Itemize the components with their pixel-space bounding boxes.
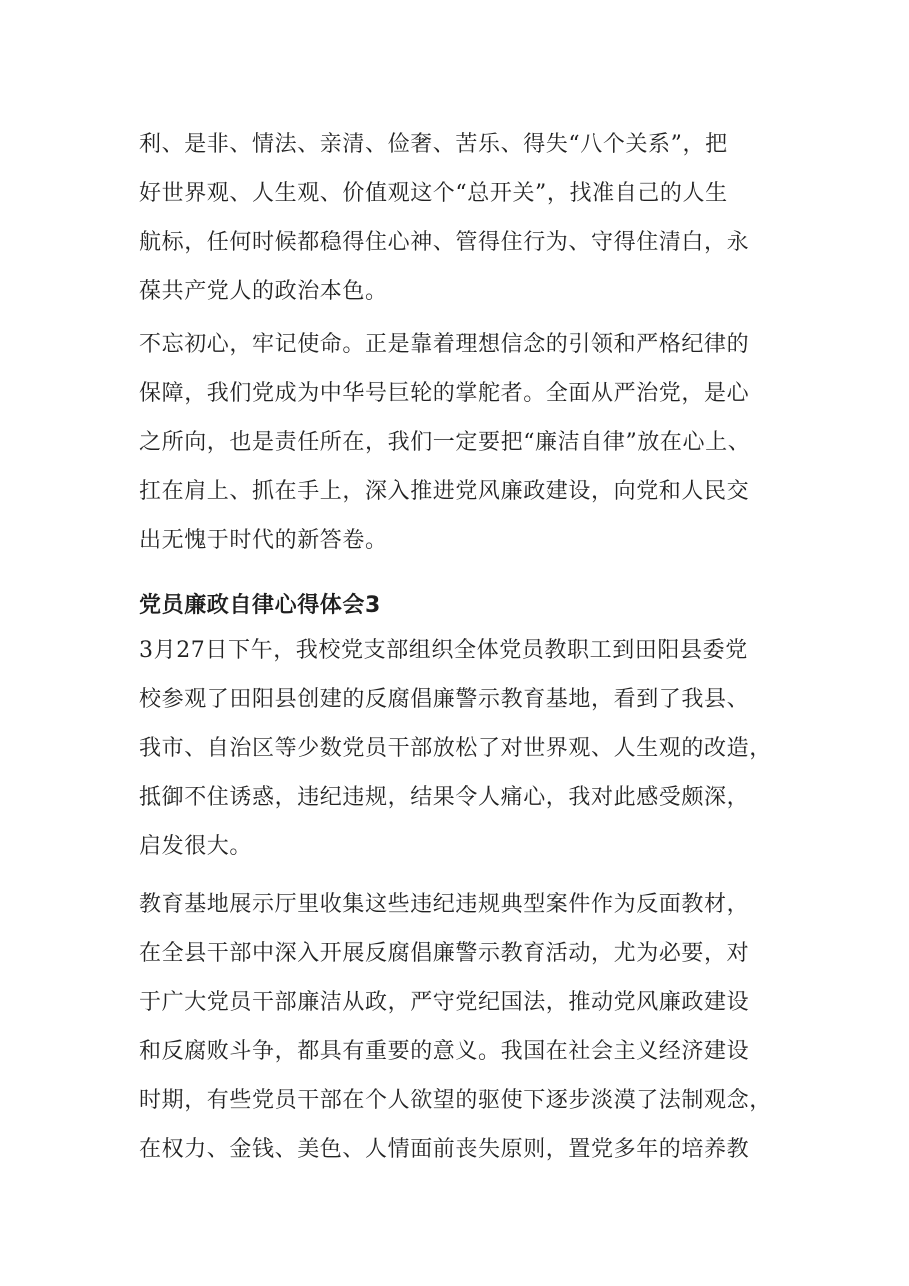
text-line: 和反腐败斗争，都具有重要的意义。我国在社会主义经济建设 [139, 1039, 750, 1064]
text-line: 在权力、金钱、美色、人情面前丧失原则，置党多年的培养教 [139, 1137, 750, 1162]
section-heading: 党员廉政自律心得体会3 [139, 593, 381, 618]
text-line: 校参观了田阳县创建的反腐倡廉警示教育基地，看到了我县、 [139, 687, 750, 712]
text-line: 好世界观、人生观、价值观这个“总开关”，找准自己的人生 [139, 181, 728, 206]
text-line: 利、是非、情法、亲清、俭奢、苦乐、得失“八个关系”，把 [139, 132, 728, 157]
paragraph-site-visit [139, 626, 779, 871]
text-line: 3月27日下午，我校党支部组织全体党员教职工到田阳县委党 [139, 638, 748, 663]
text-line: 葆共产党人的政治本色。 [139, 279, 388, 304]
text-line: 我市、自治区等少数党员干部放松了对世界观、人生观的改造， [139, 736, 772, 761]
paragraph-education-base [139, 880, 779, 1174]
paragraph-original-aspiration [139, 320, 779, 565]
text-line: 抵御不住诱惑，违纪违规，结果令人痛心，我对此感受颇深， [139, 785, 750, 810]
text-line: 之所向，也是责任所在，我们一定要把“廉洁自律”放在心上、 [139, 430, 751, 455]
text-line: 时期，有些党员干部在个人欲望的驱使下逐步淡漠了法制观念， [139, 1088, 772, 1113]
paragraph-eight-relations [139, 120, 779, 316]
text-line: 启发很大。 [139, 834, 253, 859]
text-line: 教育基地展示厅里收集这些违纪违规典型案件作为反面教材， [139, 892, 750, 917]
text-line: 扛在肩上、抓在手上，深入推进党风廉政建设，向党和人民交 [139, 479, 750, 504]
text-line: 于广大党员干部廉洁从政，严守党纪国法，推动党风廉政建设 [139, 990, 750, 1015]
text-line: 在全县干部中深入开展反腐倡廉警示教育活动，尤为必要，对 [139, 941, 750, 966]
text-line: 出无愧于时代的新答卷。 [139, 528, 388, 553]
text-line: 航标，任何时候都稳得住心神、管得住行为、守得住清白，永 [139, 230, 750, 255]
text-line: 保障，我们党成为中华号巨轮的掌舵者。全面从严治党，是心 [139, 381, 750, 406]
text-line: 不忘初心，牢记使命。正是靠着理想信念的引领和严格纪律的 [139, 332, 750, 357]
